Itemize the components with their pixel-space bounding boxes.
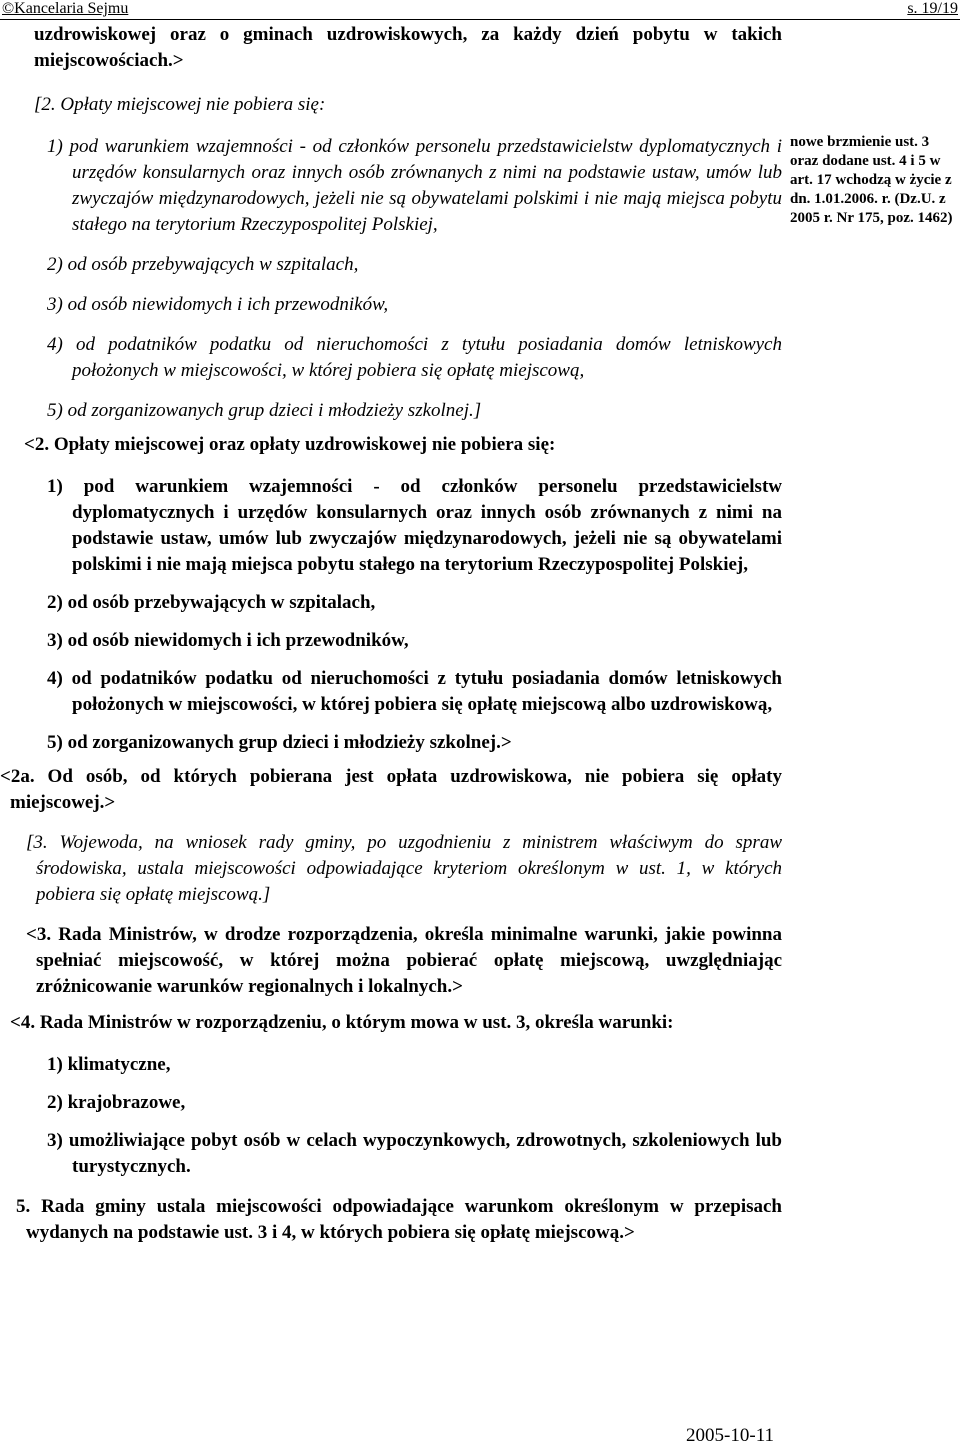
- new-ust2-section: [26, 432, 782, 756]
- list-item: 1) klimatyczne,: [47, 1054, 171, 1075]
- continuation-text: uzdrowiskowej oraz o gminach uzdrowiskowych, za każdy dzień pobytu w takich miejscowościach.>: [34, 24, 782, 71]
- ust4-intro: <4. Rada Ministrów w rozporządzeniu, o którym mowa w ust. 3, określa warunki:: [10, 1012, 674, 1033]
- page-number: s. 19/19: [907, 0, 958, 17]
- list-item: 3) od osób niewidomych i ich przewodników,: [47, 630, 409, 651]
- old-ust3-paragraph: [3. Wojewoda, na wniosek rady gminy, po uzgodnieniu z ministrem właściwym do spraw środowiska, ustala miejscowości odpowiadające kryteriom określonym w ust. 1, w których pobiera się opłatę miejscową.]: [26, 832, 782, 905]
- margin-note: nowe brzmienie ust. 3 oraz dodane ust. 4 i 5 w art. 17 wchodzą w życie z dn. 1.01.2006. r. (Dz.U. z 2005 r. Nr 175, poz. 1462): [790, 134, 953, 226]
- list-item: 3) od osób niewidomych i ich przewodników,: [47, 294, 389, 315]
- list-item: 1) pod warunkiem wzajemności - od członków personelu przedstawicielstw dyplomatycznych i urzędów konsularnych oraz innych osób zrównanych z nimi na podstawie ustaw, umów lub zwyczajów międzynarodowych, jeżeli nie są obywatelami polskimi i nie mają miejsca pobytu stałego na terytorium Rzeczypospolitej Polskiej,: [47, 476, 782, 575]
- publisher-label: ©Kancelaria Sejmu: [2, 0, 129, 17]
- document-body: [0, 20, 782, 1246]
- new-ust2-intro: <2. Opłaty miejscowej oraz opłaty uzdrowiskowej nie pobiera się:: [24, 434, 556, 455]
- new-ust3-paragraph: <3. Rada Ministrów, w drodze rozporządzenia, określa minimalne warunki, jakie powinna spełniać miejscowość, w której można pobierać opłatę miejscową, uwzględniając zróżnicowanie warunków regionalnych i lokalnych.>: [26, 924, 782, 997]
- list-item: 4) od podatników podatku od nieruchomości z tytułu posiadania domów letniskowych położonych w miejscowości, w której pobiera się opłatę miejscową albo uzdrowiskową,: [47, 668, 782, 715]
- page-header: [0, 0, 960, 18]
- list-item: 2) od osób przebywających w szpitalach,: [47, 254, 359, 275]
- footer-date: 2005-10-11: [686, 1425, 774, 1446]
- list-item: 4) od podatników podatku od nieruchomości z tytułu posiadania domów letniskowych położonych w miejscowości, w której pobiera się opłatę miejscową,: [47, 334, 782, 381]
- list-item: 2) od osób przebywających w szpitalach,: [47, 592, 376, 613]
- list-item: 2) krajobrazowe,: [47, 1092, 186, 1113]
- list-item: 5) od zorganizowanych grup dzieci i młodzieży szkolnej.>: [47, 732, 512, 753]
- ust2a-paragraph: <2a. Od osób, od których pobierana jest opłata uzdrowiskowa, nie pobiera się opłaty miejscowej.>: [0, 766, 782, 813]
- list-item: 5) od zorganizowanych grup dzieci i młodzieży szkolnej.]: [47, 400, 482, 421]
- ust5-paragraph: 5. Rada gminy ustala miejscowości odpowiadające warunkom określonym w przepisach wydanych na podstawie ust. 3 i 4, w których pobiera się opłatę miejscową.>: [16, 1196, 782, 1243]
- old-ust2-intro: [2. Opłaty miejscowej nie pobiera się:: [34, 94, 326, 115]
- list-item: 3) umożliwiające pobyt osób w celach wypoczynkowych, zdrowotnych, szkoleniowych lub turystycznych.: [47, 1130, 782, 1177]
- old-ust2-section: [26, 92, 782, 424]
- list-item: 1) pod warunkiem wzajemności - od członków personelu przedstawicielstw dyplomatycznych i urzędów konsularnych oraz innych osób zrównanych z nimi na podstawie ustaw, umów lub zwyczajów międzynarodowych, jeżeli nie są obywatelami polskimi i nie mają miejsca pobytu stałego na terytorium Rzeczypospolitej Polskiej,: [47, 136, 782, 235]
- ust4-section: [10, 1010, 782, 1180]
